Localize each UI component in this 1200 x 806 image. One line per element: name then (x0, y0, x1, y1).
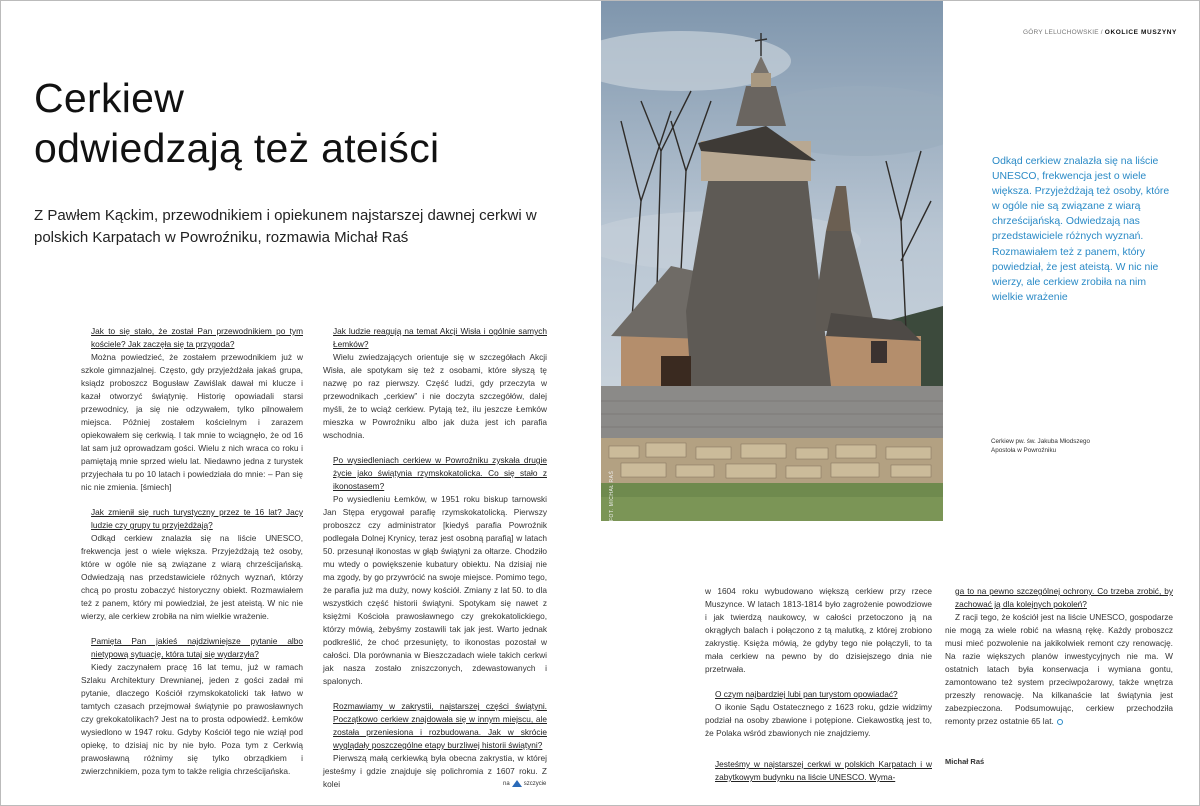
text-column-4 (945, 585, 1173, 728)
wooden-church-image (601, 1, 943, 521)
question: Jak zmienił się ruch turystyczny przez te 16 lat? Jacy ludzie czy grupy tu przyjeżdżają? (91, 507, 303, 530)
logo-text-left: na (503, 780, 510, 787)
logo-text-right: szczycie (523, 780, 547, 787)
author-name: Michał Raś (945, 757, 985, 766)
caption-line-2: Apostoła w Powroźniku (991, 447, 1057, 454)
answer: Odkąd cerkiew znalazła się na liście UNESCO, frekwencja jest o wiele większa. Przyjeżdżają też osoby, które w ogóle nie są związane z wiarą chrześcijańską. Odwiedzają nas przedstawiciele różnych wyznań, którzy chcą po prostu zobaczyć historyczny obiekt. Rozmawiałem też z panem, który mi powiedział, że jest ateistą. W nic nie wierzy, ale cerkiew zrobiła na nim wielkie wrażenie. (81, 533, 303, 621)
title-line-2: odwiedzają też ateiści (34, 125, 440, 171)
answer: O ikonie Sądu Ostatecznego z 1623 roku, gdzie widzimy podział na osoby zbawione i potępione. Ciekawostką jest to, że Polaka wśród zbawionych nie znajdziemy. (705, 702, 932, 738)
question: Po wysiedleniach cerkiew w Powroźniku zyskała drugie życie jako świątynia rzymskokatolicka. Co się stało z ikonostasem? (333, 455, 547, 491)
text-column-3 (705, 585, 932, 784)
article-title (34, 73, 574, 173)
answer (945, 611, 1173, 728)
answer: Wielu zwiedzających orientuje się w szczegółach Akcji Wisła, ale spotykam się też z osobami, które słyszą tę nazwę po raz pierwszy. Część ludzi, gdy przeczyta w przewodnikach „cerkiew” i nie doczyta szczegółów, dalej myśli, że to wciąż cerkiew. Pytają też, ilu jeszcze Łemków mieszka w Powroźniku albo jak duża jest ich parafia wschodnia. (323, 352, 547, 440)
question: Jak ludzie reagują na temat Akcji Wisła i ogólnie samych Łemków? (333, 326, 547, 349)
question: Jak to się stało, że został Pan przewodnikiem po tym kościele? Jak zaczęła się ta przygoda? (91, 326, 303, 349)
answer-text: Z racji tego, że kościół jest na liście UNESCO, gospodarze nie mogą za wiele robić na własną rękę. Każdy proboszcz musi mieć pozwolenie na jakikolwiek remont czy renowację. Na razie większych planów inwestycyjnych nie ma. W ostatnich latach była konserwacja i wymiana gontu, zamontowano też system przeciwpożarowy, także wnętrza przeszły renowację. Na kilkanaście lat świątynia jest zabezpieczona. Podsumowując, cerkiew przechodziła remonty przez ostatnie 65 lat. (945, 612, 1173, 726)
question: Pamięta Pan jakieś najdziwniejsze pytanie albo nietypową sytuację, która tutaj się wydarzyła? (91, 636, 303, 659)
photo-caption (991, 437, 1141, 455)
pull-quote: Odkąd cerkiew znalazła się na liście UNESCO, frekwencja jest o wiele większa. Przyjeżdżają też osoby, które w ogóle nie są związane z wiarą chrześcijańską. Odwiedzają nas przedstawiciele różnych wyznań. Rozmawiałem też z panem, który powiedział, że jest ateistą. W nic nie wierzy, ale cerkiew zrobiła na nim wielkie wrażenie (992, 156, 1170, 303)
photo-credit: FOT. MICHAŁ RAŚ (609, 470, 615, 521)
magazine-logo (503, 780, 546, 787)
answer: w 1604 roku wybudowano większą cerkiew przy rzece Muszynce. W latach 1813-1814 było zagrożenie powodziowe i jak twierdzą naukowcy, w całości przetoczono ją na okrągłych balach i połączono z tą malutką, z której zrobiono zakrystię. Księża mówią, że gdyby tego nie połączyli, to ta mała cerkiew na pewno by do dzisiejszego dnia nie przetrwała. (705, 586, 932, 674)
article-lead: Z Pawłem Kąckim, przewodnikiem i opiekunem najstarszej dawnej cerkwi w polskich Karpatach w Powroźniku, rozmawia Michał Raś (34, 207, 537, 246)
answer: Po wysiedleniu Łemków, w 1951 roku biskup tarnowski Jan Stępa erygował parafię rzymskokatolicką. Pierwszy proboszcz czy administrator [kiedyś parafia Powroźnik podlegała Dolnej Krynicy, teraz jest osobną parafią] w latach 50. przesunął ikonostas w głąb świątyni za ołtarze. Chodziło mu wtedy o powiększenie kubatury obiektu. Na dzisiaj nie ma zgody, by go przywrócić na swoje miejsce. Pomimo tego, że parafia już ma duży, nowy kościół. Zmiany z lat 50. to dla wszystkich część historii świątyni. Spotykam się nawet z księżmi Kościoła prawosławnego czy grekokatolickiego, którzy mówią, żebyśmy zostawili tak jak jest. Warto jednak podkreślić, że choć przesunięty, to ikonostas pozostał w całości. Dla porównania w Bieszczadach wiele takich cerkwi jak nasza zostało zniszczonych, zdewastowanych i spalonych. (323, 494, 547, 686)
text-column-2 (323, 325, 547, 791)
answer: Można powiedzieć, że zostałem przewodnikiem już w szkole gimnazjalnej. Często, gdy przyjeżdżała jakaś grupa, ksiądz proboszcz Bogusław Zawiślak dawał mi klucze i kazał otworzyć świątynię. Historię opowiadali starsi przewodnicy, ja się nie odzywałem, tylko pilnowałem miejsca. Później zostałem kościelnym i zarazem opiekowałem się cerkwią. I tak mnie to wciągnęło, że od 16 lat sam już oprowadzam gości. Wielu z nich wraca co roku i pamiętają mnie sprzed wielu lat. Niedawno jedna z turystek przyjechała tu po 10 latach i powiedziała do mnie: – Pan się nic nie zmienia. [śmiech] (81, 352, 303, 492)
answer: Pierwszą małą cerkiewką była obecna zakrystia, w której jesteśmy i gdzie znajduje się polichromia z 1607 roku. Z kolei (323, 753, 547, 789)
section-name: GÓRY LELUCHOWSKIE / (1023, 29, 1105, 36)
end-of-article-icon (1057, 719, 1063, 725)
question: Rozmawiamy w zakrystii, najstarszej części świątyni. Początkowo cerkiew znajdowała się w innym miejscu, ale została przeniesiona i rozbudowana. Jak w skrócie wyglądały poszczególne etapy burzliwej historii świątyni? (333, 701, 547, 750)
question: Jesteśmy w najstarszej cerkwi w polskich Karpatach i w zabytkowym budynku na liście UNESCO. Wyma- (715, 759, 932, 782)
mountain-peak-icon (512, 780, 522, 787)
question: O czym najbardziej lubi pan turystom opowiadać? (715, 689, 898, 699)
answer: Kiedy zaczynałem pracę 16 lat temu, już w ramach Szlaku Architektury Drewnianej, jeden z gości zadał mi pytanie, dlaczego Kościół rzymskokatolicki tak łatwo w tamtych czasach przejmował świątynie po prawosławnych czy grekokatolikach? Jest na to prosta odpowiedź. Łemków wysiedlono w 1947 roku. Gdyby Kościół tego nie wziął pod opiekę, to dzisiaj nic by nie było. Poza tym z Cerkwią prawosławną różnimy się tylko obrządkiem i zwierzchnikiem, poza tym to także religia chrześcijańska. (81, 662, 303, 776)
church-photo (601, 1, 943, 521)
caption-line-1: Cerkiew pw. św. Jakuba Młodszego (991, 438, 1091, 445)
text-column-1 (81, 325, 303, 778)
question: ga to na pewno szczególnej ochrony. Co trzeba zrobić, by zachować ją dla kolejnych pokoleń? (955, 586, 1173, 609)
title-line-1: Cerkiew (34, 75, 185, 121)
section-label (1023, 29, 1177, 36)
subsection-name: OKOLICE MUSZYNY (1104, 29, 1177, 36)
